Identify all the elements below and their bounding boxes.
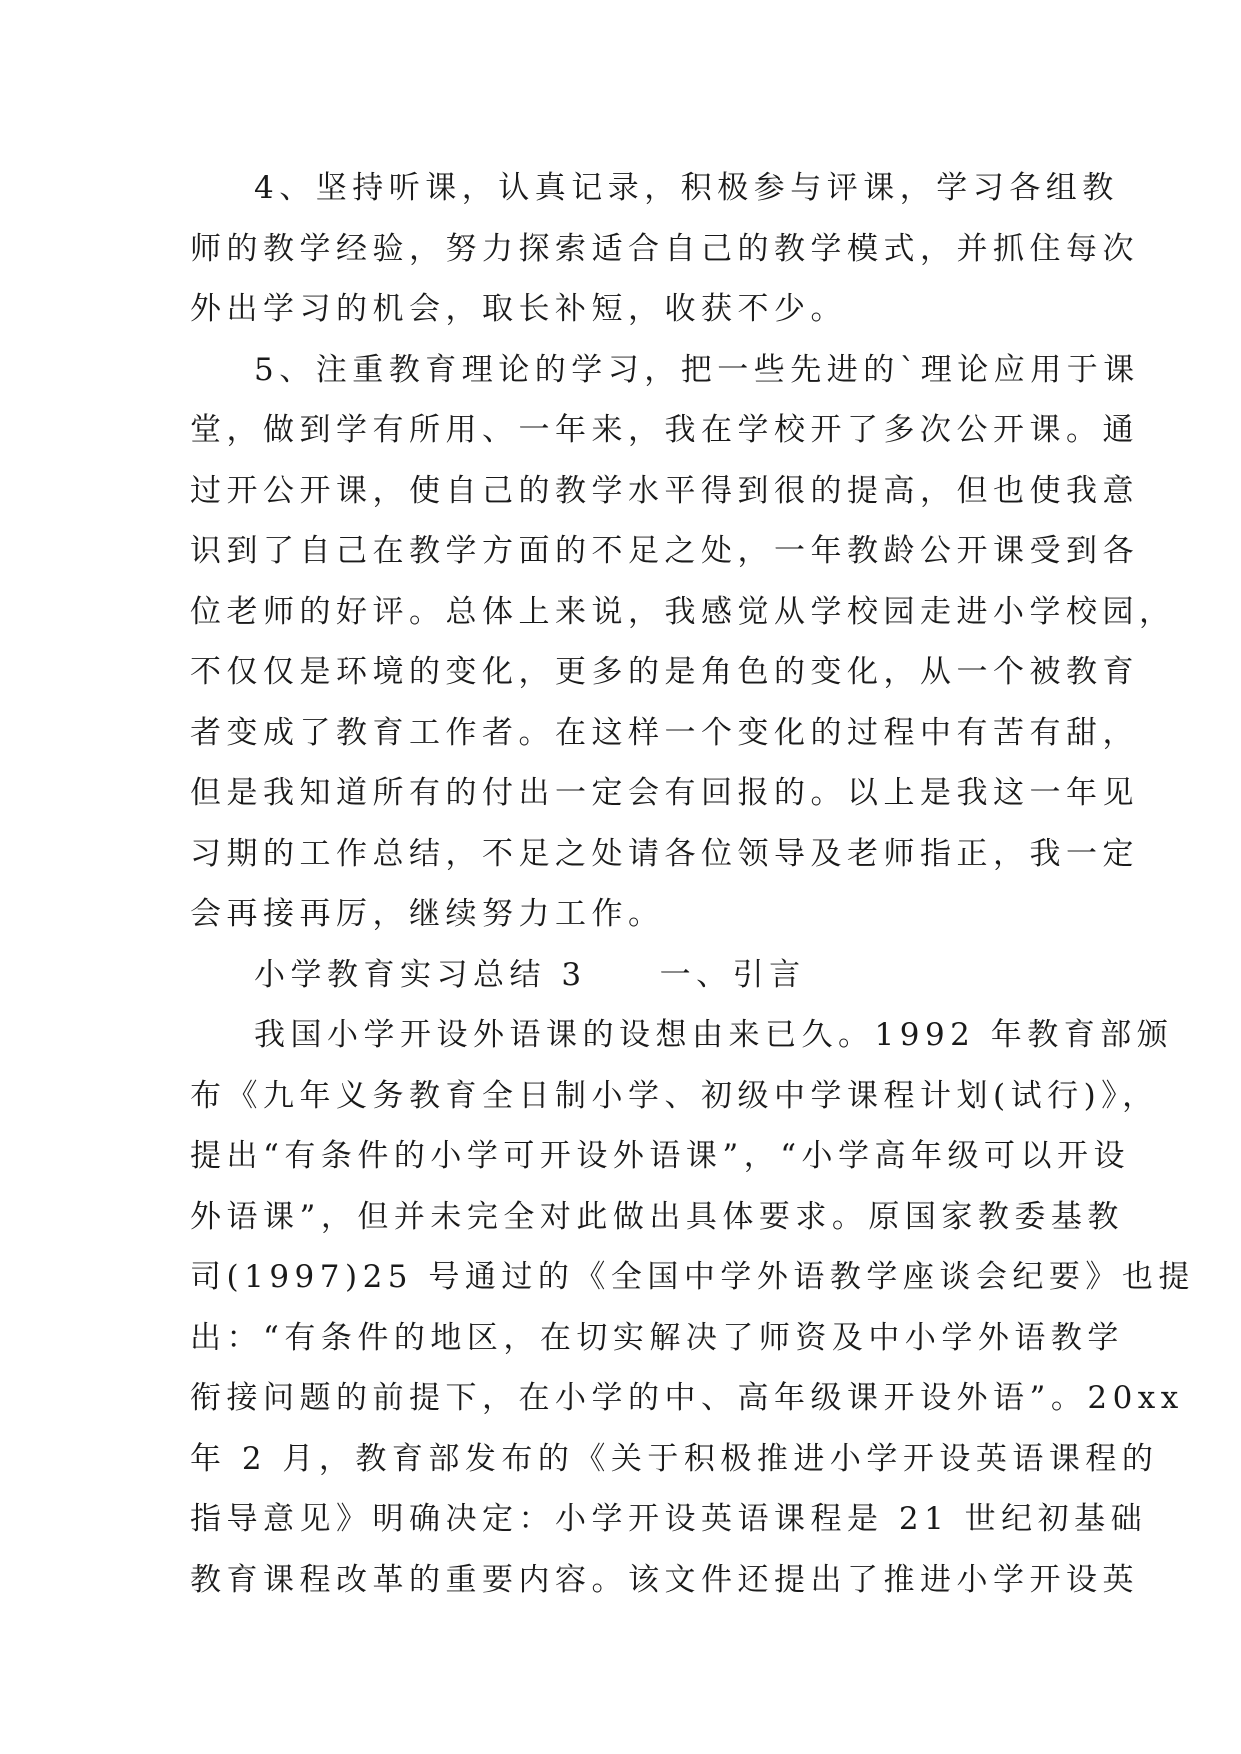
intro-paragraph-line-4: 外语课”，但并未完全对此做出具体要求。原国家教委基教 — [190, 1199, 1124, 1235]
intro-paragraph-line-9: 指导意见》明确决定：小学开设英语课程是 21 世纪初基础 — [190, 1501, 1148, 1537]
section-heading: 小学教育实习总结 3 一、引言 — [254, 957, 806, 993]
paragraph-5-line-6: 不仅仅是环境的变化，更多的是角色的变化，从一个被教育 — [190, 654, 1139, 690]
intro-paragraph-line-3: 提出“有条件的小学可开设外语课”，“小学高年级可以开设 — [190, 1138, 1131, 1174]
paragraph-5-line-2: 堂，做到学有所用、一年来，我在学校开了多次公开课。通 — [190, 412, 1139, 448]
paragraph-4-line-1: 4、坚持听课，认真记录，积极参与评课，学习各组教 — [254, 170, 1119, 206]
intro-paragraph-line-2: 布《九年义务教育全日制小学、初级中学课程计划(试行)》， — [190, 1078, 1159, 1114]
paragraph-4-line-3: 外出学习的机会，取长补短，收获不少。 — [190, 291, 847, 327]
intro-paragraph-line-6: 出：“有条件的地区，在切实解决了师资及中小学外语教学 — [190, 1320, 1124, 1356]
paragraph-5-line-1: 5、注重教育理论的学习，把一些先进的`理论应用于课 — [254, 352, 1140, 388]
intro-paragraph-line-7: 衔接问题的前提下，在小学的中、高年级课开设外语”。20xx — [190, 1380, 1184, 1416]
intro-paragraph-line-10: 教育课程改革的重要内容。该文件还提出了推进小学开设英 — [190, 1562, 1139, 1598]
paragraph-5-line-8: 但是我知道所有的付出一定会有回报的。以上是我这一年见 — [190, 775, 1139, 811]
intro-paragraph-line-1: 我国小学开设外语课的设想由来已久。1992 年教育部颁 — [254, 1017, 1174, 1053]
paragraph-4-line-2: 师的教学经验，努力探索适合自己的教学模式，并抓住每次 — [190, 231, 1139, 267]
paragraph-5-line-7: 者变成了教育工作者。在这样一个变化的过程中有苦有甜， — [190, 715, 1139, 751]
paragraph-5-line-9: 习期的工作总结，不足之处请各位领导及老师指正，我一定 — [190, 836, 1139, 872]
paragraph-5-line-4: 识到了自己在教学方面的不足之处，一年教龄公开课受到各 — [190, 533, 1139, 569]
paragraph-5-line-10: 会再接再厉，继续努力工作。 — [190, 896, 665, 932]
intro-paragraph-line-5: 司(1997)25 号通过的《全国中学外语教学座谈会纪要》也提 — [190, 1259, 1195, 1295]
paragraph-5-line-5: 位老师的好评。总体上来说，我感觉从学校园走进小学校园， — [190, 594, 1176, 630]
intro-paragraph-line-8: 年 2 月，教育部发布的《关于积极推进小学开设英语课程的 — [190, 1441, 1159, 1477]
paragraph-5-line-3: 过开公开课，使自己的教学水平得到很的提高，但也使我意 — [190, 473, 1139, 509]
